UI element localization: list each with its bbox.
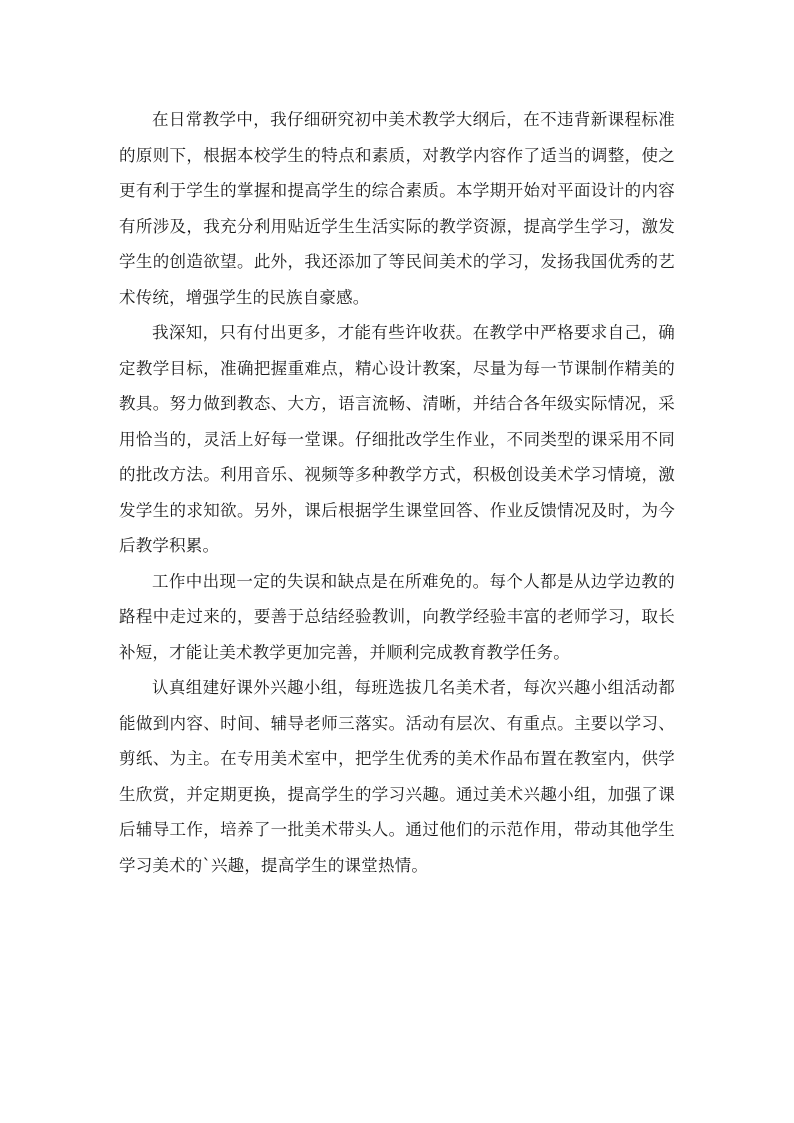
paragraph-3: 工作中出现一定的失误和缺点是在所难免的。每个人都是从边学边教的路程中走过来的，要善于总结经验教训，向教学经验丰富的老师学习，取长补短，才能让美术教学更加完善，并顺利完成教育教学任务。	[119, 571, 675, 662]
paragraph-2: 我深知，只有付出更多，才能有些许收获。在教学中严格要求自己，确定教学目标，准确把握重难点，精心设计教案，尽量为每一节课制作精美的教具。努力做到教态、大方，语言流畅、清晰，并结合各年级实际情况，采用恰当的，灵活上好每一堂课。仔细批改学生作业，不同类型的课采用不同的批改方法。利用音乐、视频等多种教学方式，积极创设美术学习情境，激发学生的求知欲。另外，课后根据学生课堂回答、作业反馈情况及时，为今后教学积累。	[119, 323, 675, 555]
document-body	[119, 102, 675, 883]
paragraph-4: 认真组建好课外兴趣小组，每班选拔几名美术者，每次兴趣小组活动都能做到内容、时间、辅导老师三落实。活动有层次、有重点。主要以学习、剪纸、为主。在专用美术室中，把学生优秀的美术作品布置在教室内，供学生欣赏，并定期更换，提高学生的学习兴趣。通过美术兴趣小组，加强了课后辅导工作，培养了一批美术带头人。通过他们的示范作用，带动其他学生学习美术的`兴趣，提高学生的课堂热情。	[119, 678, 675, 875]
paragraph-1: 在日常教学中，我仔细研究初中美术教学大纲后，在不违背新课程标准的原则下，根据本校学生的特点和素质，对教学内容作了适当的调整，使之更有利于学生的掌握和提高学生的综合素质。本学期开始对平面设计的内容有所涉及，我充分利用贴近学生生活实际的教学资源，提高学生学习，激发学生的创造欲望。此外，我还添加了等民间美术的学习，发扬我国优秀的艺术传统，增强学生的民族自豪感。	[119, 110, 675, 307]
